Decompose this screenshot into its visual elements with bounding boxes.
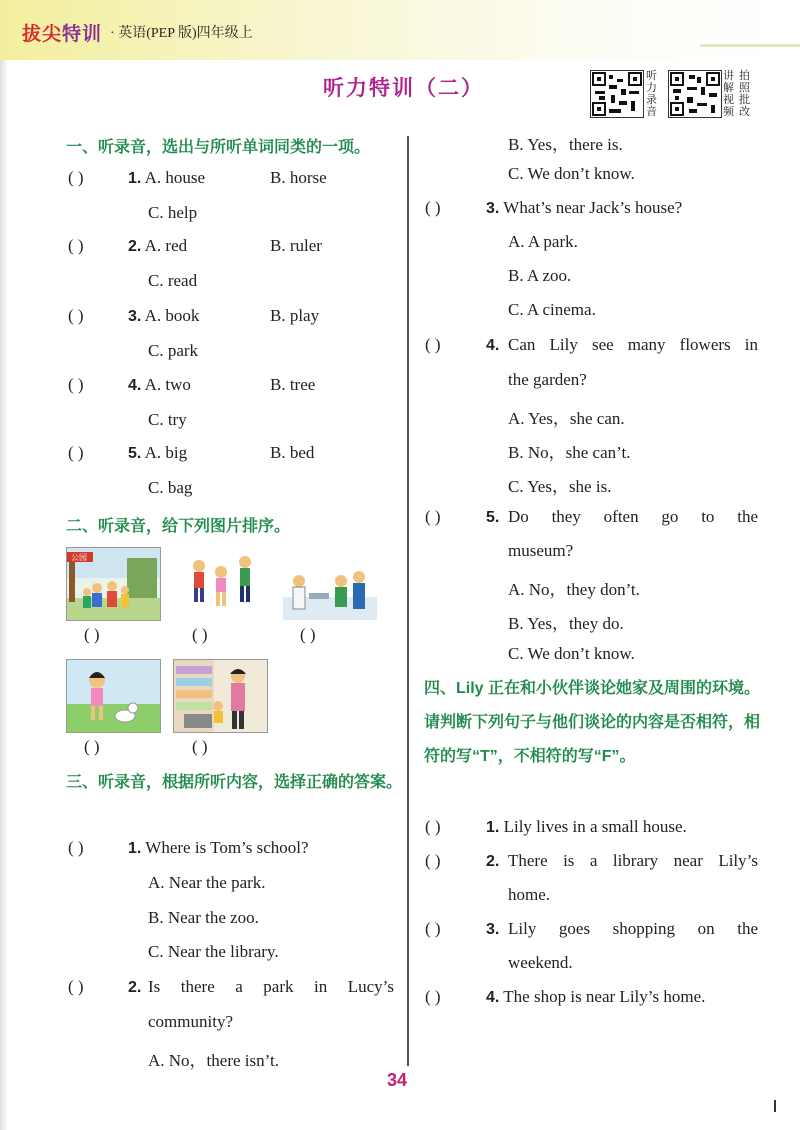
item-number: 4. xyxy=(486,989,500,1006)
item-number: 1. xyxy=(486,819,500,836)
park-sign: 公园 xyxy=(71,553,87,562)
item-number: 4. xyxy=(128,377,142,394)
option-a: A. book xyxy=(144,306,200,325)
answer-blank[interactable]: ( ) xyxy=(192,625,208,644)
page-number: 34 xyxy=(387,1070,408,1090)
answer-blank[interactable]: ( ) xyxy=(425,919,441,938)
answer-blank[interactable]: ( ) xyxy=(425,851,441,870)
qr-caption-listen: 听 力 录 音 xyxy=(646,70,657,118)
item-number: 1. xyxy=(128,170,142,187)
question-text: Where is Tom’s school? xyxy=(145,838,309,857)
answer-blank[interactable]: ( ) xyxy=(68,977,84,996)
item-number: 2. xyxy=(486,853,500,870)
option-b: B. Yes，they do. xyxy=(508,614,624,633)
answer-blank[interactable]: ( ) xyxy=(192,737,208,756)
item-number: 3. xyxy=(486,200,500,217)
option-a: A. Yes，she can. xyxy=(508,409,625,428)
section2-heading: 二、听录音，给下列图片排序。 xyxy=(66,518,291,535)
question-text-cont: museum? xyxy=(508,541,574,560)
question-text: Is there a park in Lucy’s xyxy=(148,977,394,996)
answer-blank[interactable]: ( ) xyxy=(425,335,441,354)
option-a: A. A park. xyxy=(508,232,578,251)
statement-text-cont: weekend. xyxy=(508,953,573,972)
answer-blank[interactable]: ( ) xyxy=(68,306,84,325)
children-running-image xyxy=(180,547,264,621)
item-number: 1. xyxy=(128,840,142,857)
answer-blank[interactable]: ( ) xyxy=(425,198,441,217)
qr-code-icon[interactable] xyxy=(668,70,722,118)
page-edge xyxy=(0,0,8,1130)
item-number: 2. xyxy=(128,979,142,996)
option-c: C. We don’t know. xyxy=(508,644,635,663)
qr-caption-grade: 拍 照 批 改 xyxy=(739,70,750,118)
statement-text: Lily lives in a small house. xyxy=(503,817,687,836)
answer-blank[interactable]: ( ) xyxy=(425,507,441,526)
option-b: B. No，she can’t. xyxy=(508,443,631,462)
statement-text-cont: home. xyxy=(508,885,551,904)
doctor-scene-image xyxy=(282,566,378,621)
item-number: 5. xyxy=(128,445,142,462)
option-b: B. play xyxy=(270,306,320,325)
question-text: What’s near Jack’s house? xyxy=(503,198,683,217)
answer-blank[interactable]: ( ) xyxy=(68,838,84,857)
item-number: 5. xyxy=(486,509,500,526)
question-text-cont: the garden? xyxy=(508,370,587,389)
option-a: A. No，there isn’t. xyxy=(148,1051,279,1070)
option-c: C. try xyxy=(148,410,187,429)
brand-logo: 拔尖特训 xyxy=(22,23,103,45)
option-c: C. Yes，she is. xyxy=(508,477,612,496)
shopping-scene-image xyxy=(173,659,268,733)
statement-text: There is a library near Lily’s xyxy=(508,851,758,870)
option-a: A. two xyxy=(144,375,191,394)
column-divider xyxy=(407,136,409,1066)
answer-blank[interactable]: ( ) xyxy=(425,987,441,1006)
item-number: 3. xyxy=(486,921,500,938)
qr-code-icon[interactable] xyxy=(590,70,644,118)
page-title: 听力特训（二） xyxy=(323,77,484,100)
option-b: B. Yes，there is. xyxy=(508,135,623,154)
edge-mark xyxy=(774,1100,776,1112)
option-a: A. red xyxy=(144,236,188,255)
option-c: C. A cinema. xyxy=(508,300,596,319)
answer-blank[interactable]: ( ) xyxy=(68,443,84,462)
park-scene-image xyxy=(66,547,161,621)
option-a: A. big xyxy=(144,443,188,462)
answer-blank[interactable]: ( ) xyxy=(68,236,84,255)
section4-heading: 四、Lily 正在和小伙伴谈论她家及周围的环境。请判断下列句子与他们谈论的内容是否相符，相符的写“T”，不相符的写“F”。 xyxy=(424,680,761,765)
option-a: A. No，they don’t. xyxy=(508,580,640,599)
option-c: C. bag xyxy=(148,478,193,497)
option-c: C. We don’t know. xyxy=(508,164,635,183)
header-rule xyxy=(700,44,800,47)
section1-heading: 一、听录音，选出与所听单词同类的一项。 xyxy=(66,139,371,156)
option-a: A. Near the park. xyxy=(148,873,266,892)
option-c: C. park xyxy=(148,341,199,360)
question-text: Can Lily see many flowers in xyxy=(508,335,758,354)
option-c: C. help xyxy=(148,203,198,222)
option-b: B. tree xyxy=(270,375,316,394)
statement-text: Lily goes shopping on the xyxy=(508,919,758,938)
answer-blank[interactable]: ( ) xyxy=(84,625,100,644)
section3-heading: 三、听录音，根据所听内容，选择正确的答案。 xyxy=(66,774,403,791)
answer-blank[interactable]: ( ) xyxy=(300,625,316,644)
header-brand xyxy=(22,14,253,50)
option-c: C. read xyxy=(148,271,198,290)
option-b: B. A zoo. xyxy=(508,266,572,285)
option-b: B. horse xyxy=(270,168,327,187)
item-number: 3. xyxy=(128,308,142,325)
header-subtitle: · 英语(PEP 版)四年级上 xyxy=(110,26,253,41)
question-text-cont: community? xyxy=(148,1012,233,1031)
statement-text: The shop is near Lily’s home. xyxy=(503,987,706,1006)
answer-blank[interactable]: ( ) xyxy=(425,817,441,836)
answer-blank[interactable]: ( ) xyxy=(84,737,100,756)
option-b: B. bed xyxy=(270,443,315,462)
option-c: C. Near the library. xyxy=(148,942,279,961)
option-b: B. Near the zoo. xyxy=(148,908,259,927)
option-b: B. ruler xyxy=(270,236,322,255)
item-number: 2. xyxy=(128,238,142,255)
girl-with-dog-image xyxy=(66,659,161,733)
answer-blank[interactable]: ( ) xyxy=(68,375,84,394)
question-text: Do they often go to the xyxy=(508,507,758,526)
answer-blank[interactable]: ( ) xyxy=(68,168,84,187)
qr-caption-video: 讲 解 视 频 xyxy=(723,70,734,118)
option-a: A. house xyxy=(144,168,206,187)
item-number: 4. xyxy=(486,337,500,354)
